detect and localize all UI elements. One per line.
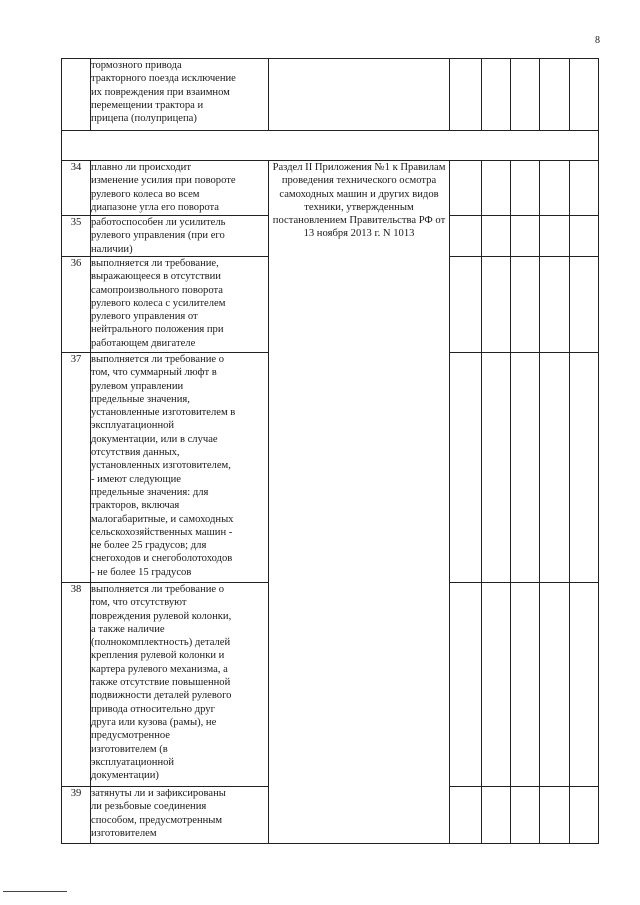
question-line: ли резьбовые соединения	[91, 801, 207, 813]
answer-cell	[570, 161, 599, 216]
question-line: изготовителем	[91, 827, 157, 839]
question-line: рулевого колеса с усилителем	[91, 297, 226, 309]
question-line: рулевого управления от	[91, 311, 198, 323]
question-line: перемещении трактора и	[91, 99, 204, 111]
question-line: тормозного привода	[91, 60, 182, 71]
section-heading-cell	[62, 131, 599, 161]
answer-cell	[511, 257, 540, 353]
question-line: диапазоне угла его поворота	[91, 201, 220, 213]
row-number: 37	[62, 353, 91, 583]
question-line: документации)	[91, 770, 159, 782]
answer-cell	[482, 787, 511, 844]
question-cell	[91, 59, 269, 131]
question-line: изготовителем (в	[91, 743, 168, 755]
question-line: их повреждения при взаимном	[91, 86, 230, 98]
question-line: (полнокомплектность) деталей	[91, 637, 231, 649]
question-line: работающем двигателе	[91, 337, 196, 349]
question-line: самопроизвольного поворота	[91, 284, 223, 296]
question-cell	[91, 161, 269, 216]
table-row	[62, 161, 599, 216]
row-number: 39	[62, 787, 91, 844]
row-number: 38	[62, 583, 91, 787]
answer-cell	[511, 161, 540, 216]
question-line: тракторного поезда исключение	[91, 73, 236, 85]
answer-cell	[570, 583, 599, 787]
question-line: также отсутствие повышенной	[91, 677, 231, 689]
question-line: тракторов, включая	[91, 500, 180, 512]
question-line: нейтрального положения при	[91, 324, 224, 336]
question-cell	[91, 257, 269, 353]
question-line: способом, предусмотренным	[91, 814, 223, 826]
answer-cell	[450, 353, 482, 583]
question-line: а также наличие	[91, 623, 165, 635]
question-line: эксплуатационной	[91, 420, 175, 432]
answer-cell	[482, 353, 511, 583]
section-divider-row	[62, 131, 599, 161]
question-line: рулевого управления (при его	[91, 230, 225, 242]
answer-cell	[511, 59, 540, 131]
question-line: - не более 15 градусов	[91, 566, 192, 578]
question-line: выполняется ли требование о	[91, 584, 225, 595]
question-line: снегоходов и снегоболотоходов	[91, 553, 233, 565]
question-line: отсутствия данных,	[91, 447, 180, 459]
answer-cell	[540, 161, 570, 216]
row-number-cell	[62, 59, 91, 131]
question-cell	[91, 216, 269, 257]
question-line: прицепа (полуприцепа)	[91, 113, 197, 125]
question-line: картера рулевого механизма, а	[91, 663, 228, 675]
inspection-table	[61, 58, 599, 844]
question-line: изменение усилия при повороте	[91, 175, 236, 187]
question-line: выражающееся в отсутствии	[91, 271, 221, 283]
answer-cell	[450, 787, 482, 844]
legal-basis: Раздел II Приложения №1 к Правилам проведения технического осмотра самоходных машин и других видов техники, утвержденным постановлением Правительства РФ от 13 ноября 2013 г. N 1013	[269, 161, 450, 844]
answer-cell	[450, 59, 482, 131]
question-line: малогабаритные, и самоходных	[91, 513, 234, 525]
table-row-continuation	[62, 59, 599, 131]
row-number: 34	[62, 161, 91, 216]
question-line: предусмотренное	[91, 730, 171, 742]
question-line: том, что отсутствуют	[91, 597, 187, 609]
row-number: 35	[62, 216, 91, 257]
answer-cell	[450, 161, 482, 216]
question-line: привода относительно друг	[91, 703, 215, 715]
question-cell	[91, 787, 269, 844]
question-line: предельные значения,	[91, 393, 190, 405]
question-line: подвижности деталей рулевого	[91, 690, 232, 702]
answer-cell	[450, 583, 482, 787]
answer-cell	[570, 353, 599, 583]
question-line: выполняется ли требование,	[91, 258, 219, 269]
question-line: крепления рулевой колонки и	[91, 650, 225, 662]
page-number: 8	[595, 35, 600, 46]
question-line: плавно ли происходит	[91, 162, 191, 173]
question-line: рулевого колеса во всем	[91, 188, 200, 200]
answer-cell	[482, 59, 511, 131]
answer-cell	[482, 161, 511, 216]
footer-rule	[3, 891, 67, 892]
question-line: эксплуатационной	[91, 756, 175, 768]
answer-cell	[511, 787, 540, 844]
question-line: предельные значения: для	[91, 486, 209, 498]
answer-cell	[570, 216, 599, 257]
answer-cell	[540, 583, 570, 787]
legal-basis-cell	[269, 59, 450, 131]
answer-cell	[450, 257, 482, 353]
answer-cell	[482, 257, 511, 353]
question-line: наличии)	[91, 243, 133, 255]
answer-cell	[540, 787, 570, 844]
answer-cell	[482, 216, 511, 257]
row-number: 36	[62, 257, 91, 353]
answer-cell	[482, 583, 511, 787]
question-line: рулевом управлении	[91, 380, 184, 392]
question-line: выполняется ли требование о	[91, 354, 225, 365]
answer-cell	[570, 257, 599, 353]
answer-cell	[450, 216, 482, 257]
question-line: документации, или в случае	[91, 433, 218, 445]
question-line: - имеют следующие	[91, 473, 181, 485]
question-line: установленные изготовителем в	[91, 407, 236, 419]
answer-cell	[511, 583, 540, 787]
answer-cell	[570, 787, 599, 844]
answer-cell	[540, 59, 570, 131]
answer-cell	[540, 216, 570, 257]
question-line: установленных изготовителем,	[91, 460, 231, 472]
question-line: не более 25 градусов; для	[91, 540, 207, 552]
answer-cell	[540, 257, 570, 353]
answer-cell	[511, 353, 540, 583]
question-line: том, что суммарный люфт в	[91, 367, 217, 379]
question-line: друга или кузова (рамы), не	[91, 716, 217, 728]
question-line: сельскохозяйственных машин -	[91, 526, 233, 538]
question-line: повреждения рулевой колонки,	[91, 610, 232, 622]
answer-cell	[570, 59, 599, 131]
question-cell	[91, 353, 269, 583]
question-line: затянуты ли и зафиксированы	[91, 788, 226, 799]
question-line: работоспособен ли усилитель	[91, 217, 226, 228]
answer-cell	[511, 216, 540, 257]
question-cell	[91, 583, 269, 787]
answer-cell	[540, 353, 570, 583]
